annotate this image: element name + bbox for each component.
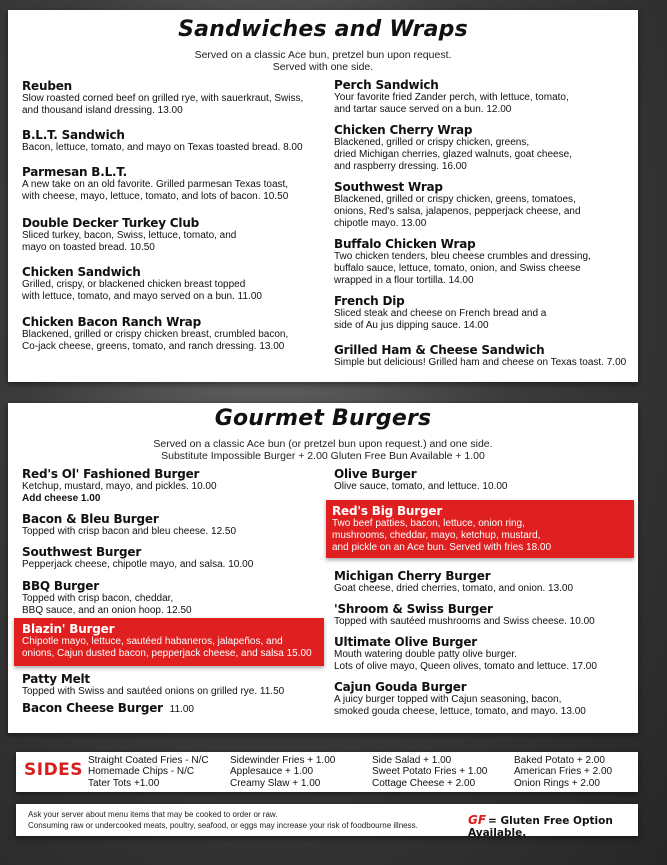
menu-item: Red's Ol' Fashioned Burger Ketchup, mustard, mayo, and pickles. 10.00 Add cheese 1.00: [22, 467, 217, 505]
side-item: Cottage Cheese + 2.00: [372, 777, 476, 789]
sandwiches-panel: [8, 10, 638, 382]
side-item: Homemade Chips - N/C: [88, 766, 195, 778]
menu-item: Bacon & Bleu Burger Topped with crisp bacon and bleu cheese. 12.50: [22, 512, 237, 537]
menu-item: B.L.T. Sandwich Bacon, lettuce, tomato, and mayo on Texas toasted bread. 8.00: [22, 128, 303, 153]
menu-item: Buffalo Chicken Wrap Two chicken tenders, bleu cheese crumbles and dressing, buffalo sauce, lettuce, tomato, onion, and Swiss cheese wrapped in a flour tortilla. 14.00: [334, 237, 591, 287]
menu-item: 'Shroom & Swiss Burger Topped with sautéed mushrooms and Swiss cheese. 10.00: [334, 602, 595, 627]
sides-column: [230, 755, 335, 789]
menu-item: Chicken Bacon Ranch Wrap Blackened, grilled or crispy chicken breast, crumbled bacon, Co-jack cheese, greens, tomato, and ranch dressing. 13.00: [22, 315, 289, 353]
gluten-free-legend: GF = Gluten Free Option Available.: [468, 813, 613, 839]
featured-item-blazin-burger: Blazin' Burger Chipotle mayo, lettuce, sautéed habaneros, jalapeños, and onions, Cajun dusted bacon, pepperjack cheese, and salsa 15.00: [14, 618, 324, 666]
sides-title: SIDES: [24, 760, 84, 780]
allergy-notice: Ask your server about menu items that may be cooked to order or raw. Consuming raw or undercooked meats, poultry, seafood, or eggs may increase your risk of foodbourne illness.: [28, 810, 418, 830]
menu-item: Bacon Cheese Burger 11.00: [22, 701, 194, 715]
sides-panel: [16, 752, 638, 792]
menu-item: Cajun Gouda Burger A juicy burger topped with Cajun seasoning, bacon, smoked gouda cheese, lettuce, tomato, and mayo. 13.00: [334, 680, 586, 718]
side-item: Onion Rings + 2.00: [514, 777, 600, 789]
menu-item: Ultimate Olive Burger Mouth watering double patty olive burger. Lots of olive mayo, Queen olives, tomato and lettuce. 17.00: [334, 635, 597, 673]
burgers-title: Gourmet Burgers: [214, 406, 432, 431]
side-item: Tater Tots +1.00: [88, 777, 160, 789]
sides-column: [88, 755, 209, 789]
side-item: Sweet Potato Fries + 1.00: [372, 766, 488, 778]
gluten-free-icon: GF: [468, 813, 487, 827]
sides-column: [372, 755, 487, 789]
featured-item-reds-big-burger: Red's Big Burger Two beef patties, bacon, lettuce, onion ring, mushrooms, cheddar, mayo, ketchup, mustard, and pickle on an Ace bun. Served with fries 18.00: [326, 500, 634, 558]
side-item: Applesauce + 1.00: [230, 766, 314, 778]
menu-item: Olive Burger Olive sauce, tomato, and lettuce. 10.00: [334, 467, 508, 492]
side-item: American Fries + 2.00: [514, 766, 613, 778]
burgers-panel: [8, 403, 638, 733]
menu-item: Grilled Ham & Cheese Sandwich Simple but delicious! Grilled ham and cheese on Texas toast. 7.00: [334, 343, 627, 368]
menu-item: Parmesan B.L.T. A new take on an old favorite. Grilled parmesan Texas toast, with cheese, mayo, lettuce, tomato, and lots of bacon. 10.50: [22, 165, 289, 203]
sandwiches-subtitle: Served on a classic Ace bun, pretzel bun upon request. Served with one side.: [194, 49, 452, 73]
menu-item: Chicken Sandwich Grilled, crispy, or blackened chicken breast topped with lettuce, tomato, and mayo served on a bun. 11.00: [22, 265, 262, 303]
side-item: Creamy Slaw + 1.00: [230, 777, 321, 789]
menu-item: BBQ Burger Topped with crisp bacon, cheddar, BBQ sauce, and an onion hoop. 12.50: [22, 579, 192, 617]
sandwiches-title: Sandwiches and Wraps: [178, 17, 468, 42]
sides-column: [514, 755, 612, 789]
side-item: Sidewinder Fries + 1.00: [230, 755, 336, 766]
side-item: Straight Coated Fries - N/C: [88, 755, 209, 766]
menu-item: Reuben Slow roasted corned beef on grilled rye, with sauerkraut, Swiss, and thousand island dressing. 13.00: [22, 79, 304, 117]
footer-panel: [16, 804, 638, 839]
menu-item: Southwest Burger Pepperjack cheese, chipotle mayo, and salsa. 10.00: [22, 545, 254, 570]
side-item: Side Salad + 1.00: [372, 755, 452, 766]
menu-item: Perch Sandwich Your favorite fried Zander perch, with lettuce, tomato, and tartar sauce served on a bun. 12.00: [334, 78, 569, 116]
side-item: Baked Potato + 2.00: [514, 755, 605, 766]
menu-item: Double Decker Turkey Club Sliced turkey, bacon, Swiss, lettuce, tomato, and mayo on toasted bread. 10.50: [22, 216, 237, 254]
burgers-subtitle: Served on a classic Ace bun (or pretzel bun upon request.) and one side. Substitute Impossible Burger + 2.00 Gluten Free Bun Available + 1.00: [153, 438, 493, 462]
menu-item: Southwest Wrap Blackened, grilled or crispy chicken, greens, tomatoes, onions, Red's salsa, jalapenos, pepperjack cheese, and chipotle mayo. 13.00: [334, 180, 581, 230]
menu-item: Patty Melt Topped with Swiss and sautéed onions on grilled rye. 11.50: [22, 672, 285, 697]
menu-item: Chicken Cherry Wrap Blackened, grilled or crispy chicken, greens, dried Michigan cherries, glazed walnuts, goat cheese, and raspberry dressing. 16.00: [334, 123, 572, 173]
menu-item: Michigan Cherry Burger Goat cheese, dried cherries, tomato, and onion. 13.00: [334, 569, 574, 594]
menu-item: French Dip Sliced steak and cheese on French bread and a side of Au jus dipping sauce. 14.00: [334, 294, 547, 332]
